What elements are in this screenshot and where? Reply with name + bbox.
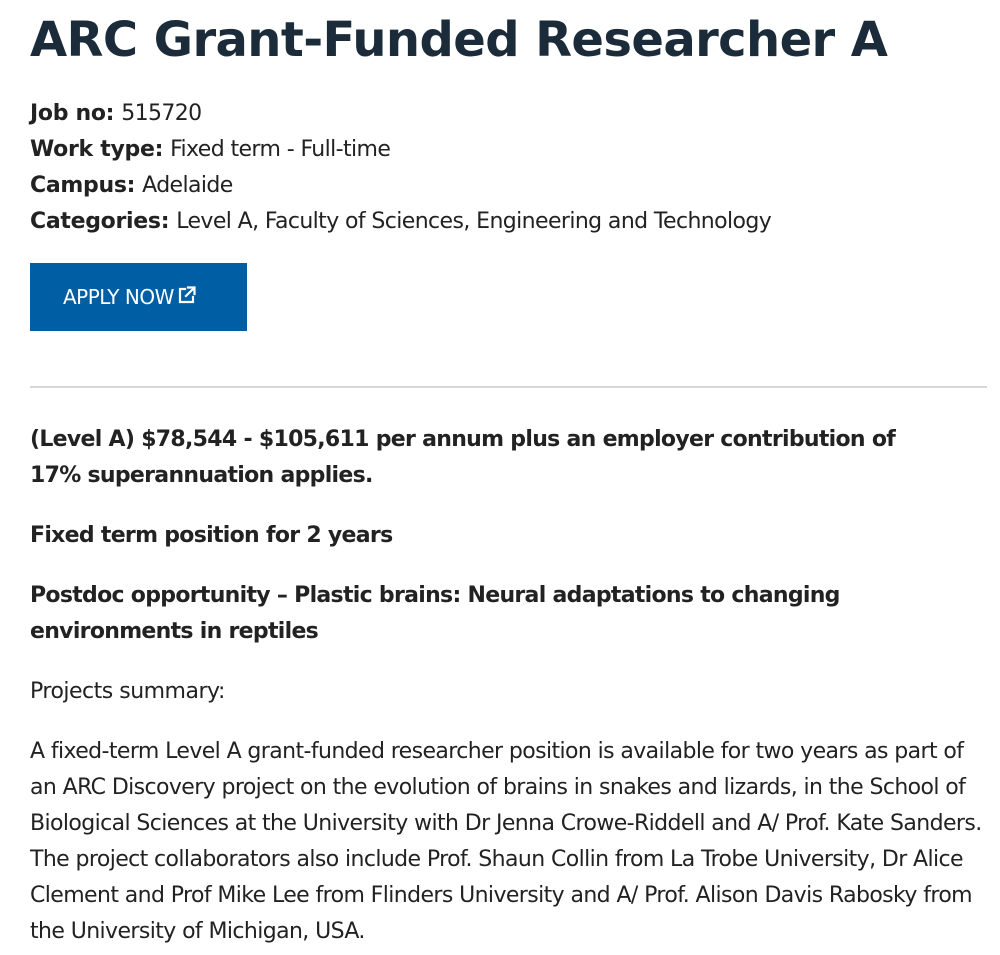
postdoc-heading: Postdoc opportunity – Plastic brains: Neural adaptations to changing environments in reptiles (30, 583, 840, 644)
job-meta (30, 96, 987, 240)
external-link-icon (177, 285, 197, 305)
term-text: Fixed term position for 2 years (30, 523, 393, 548)
apply-now-button[interactable] (30, 263, 247, 331)
meta-label: Job no: (30, 101, 115, 126)
projects-summary-label: Projects summary: (30, 679, 225, 704)
meta-work-type (30, 132, 987, 168)
apply-now-label: APPLY NOW (63, 285, 174, 309)
meta-value: 515720 (121, 101, 202, 126)
meta-value: Adelaide (142, 173, 233, 198)
meta-label: Work type: (30, 137, 164, 162)
meta-campus (30, 168, 987, 204)
salary-text: (Level A) $78,544 - $105,611 per annum plus an employer contribution of 17% superannuation applies. (30, 427, 896, 488)
job-detail-page (30, 0, 987, 950)
meta-label: Campus: (30, 173, 136, 198)
page-title: ARC Grant-Funded Researcher A (30, 12, 888, 68)
projects-summary-text: A fixed-term Level A grant-funded researcher position is available for two years as part of an ARC Discovery project on the evolution of brains in snakes and lizards, in the School of Biological Sciences at the University with Dr Jenna Crowe-Riddell and A/ Prof. Kate Sanders. The project collaborators also include Prof. Shaun Collin from La Trobe University, Dr Alice Clement and Prof Mike Lee from Flinders University and A/ Prof. Alison Davis Rabosky from the University of Michigan, USA. (30, 739, 982, 944)
meta-job-no (30, 96, 987, 132)
meta-value: Fixed term - Full-time (170, 137, 391, 162)
meta-value: Level A, Faculty of Sciences, Engineering and Technology (176, 209, 772, 234)
meta-label: Categories: (30, 209, 170, 234)
meta-categories (30, 204, 987, 240)
section-divider (30, 386, 987, 388)
